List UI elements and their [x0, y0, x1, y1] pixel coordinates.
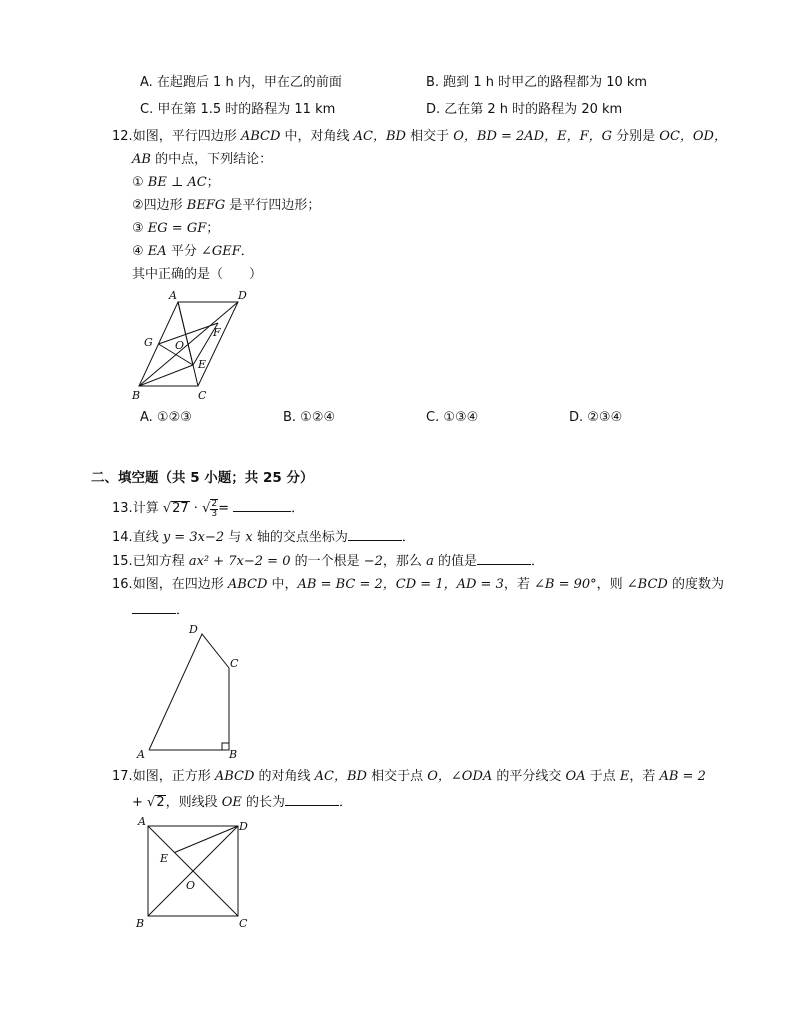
q14-answer-blank[interactable]	[348, 527, 402, 541]
q17-label-a: A	[138, 815, 146, 828]
q12-figure	[128, 286, 268, 404]
q14: 14.直线 y = 3x−2 与 x 轴的交点坐标为 ．	[112, 527, 415, 547]
q12-label-a: A	[169, 289, 177, 302]
q12-label-c: C	[198, 389, 207, 402]
q13-radicand: 27	[172, 501, 189, 516]
q16-label-a: A	[137, 748, 145, 760]
q12-option-a: A. ①②③	[140, 410, 192, 425]
q11-option-d: D. 乙在第 2 h 时的路程为 20 km	[426, 102, 623, 117]
q12-question: 其中正确的是（ ）	[132, 267, 263, 282]
q12-label-d: D	[238, 289, 247, 302]
q16: 16.如图，在四边形 ABCD 中，AB = BC = 2，CD = 1，AD = 3，若 ∠B = 90°，则 ∠BCD 的度数为	[112, 577, 724, 592]
q12-conclusion-4: ④ EA 平分 ∠GEF．	[132, 244, 254, 259]
q16-label-d: D	[189, 623, 198, 636]
q13-fraction: $\frac{2}{3}$	[211, 498, 218, 519]
q12-conclusion-3: ③ EG = GF；	[132, 221, 220, 236]
q12-conclusion-1: ① BE ⊥ AC；	[132, 175, 220, 190]
q12-stem-line1: 12.如图，平行四边形 ABCD 中，对角线 AC，BD 相交于 O，BD = 2AD，E，F，G 分别是 OC，OD，	[112, 129, 727, 144]
q12-label-o: O	[175, 339, 185, 352]
q12-label-e: E	[198, 358, 207, 371]
q16-figure	[130, 620, 250, 760]
q17-answer-blank[interactable]	[285, 792, 339, 806]
q16-label-c: C	[230, 657, 239, 670]
section-heading-fill-in: 二、填空题（共 5 小题；共 25 分）	[91, 470, 314, 486]
q17-label-d: D	[239, 820, 248, 833]
q17-label-b: B	[136, 917, 145, 930]
q12-stem-line2: AB 的中点，下列结论：	[132, 152, 273, 167]
q12-option-b: B. ①②④	[283, 410, 336, 425]
q17-figure	[130, 812, 260, 934]
q12-label-b: B	[132, 389, 141, 402]
q12-option-d: D. ②③④	[569, 410, 623, 425]
q16-label-b: B	[229, 748, 238, 760]
q17-label-c: C	[239, 917, 248, 930]
q12-label-f: F	[213, 326, 221, 339]
q17-radicand: 2	[156, 795, 165, 810]
q17-label-o: O	[186, 879, 196, 892]
q15-answer-blank[interactable]	[477, 551, 531, 565]
q15: 15.已知方程 ax² + 7x−2 = 0 的一个根是 −2，那么 a 的值是 ．	[112, 551, 544, 571]
q12-conclusion-2: ②四边形 BEFG 是平行四边形；	[132, 198, 321, 213]
q16-answer-blank[interactable]	[132, 600, 176, 614]
q13-answer-blank[interactable]	[233, 498, 291, 512]
q17-line1: 17.如图，正方形 ABCD 的对角线 AC，BD 相交于点 O，∠ODA 的平分线交 OA 于点 E，若 AB = 2	[112, 769, 706, 784]
q17-line2: + √2，则线段 OE 的长为 ．	[132, 792, 352, 812]
q16-continuation: ．	[132, 600, 189, 620]
q11-option-b: B. 跑到 1 h 时甲乙的路程都为 10 km	[426, 75, 648, 90]
q12-label-g: G	[144, 336, 153, 349]
q12-number: 12.	[112, 129, 133, 144]
q11-option-c: C. 甲在第 1.5 时的路程为 11 km	[140, 102, 336, 117]
q12-option-c: C. ①③④	[426, 410, 479, 425]
q11-option-a: A. 在起跑后 1 h 内，甲在乙的前面	[140, 75, 342, 90]
q17-label-e: E	[160, 852, 169, 865]
q13: 13.计算 √27 · √ $\frac{2}{3}=$ ．	[112, 498, 305, 519]
